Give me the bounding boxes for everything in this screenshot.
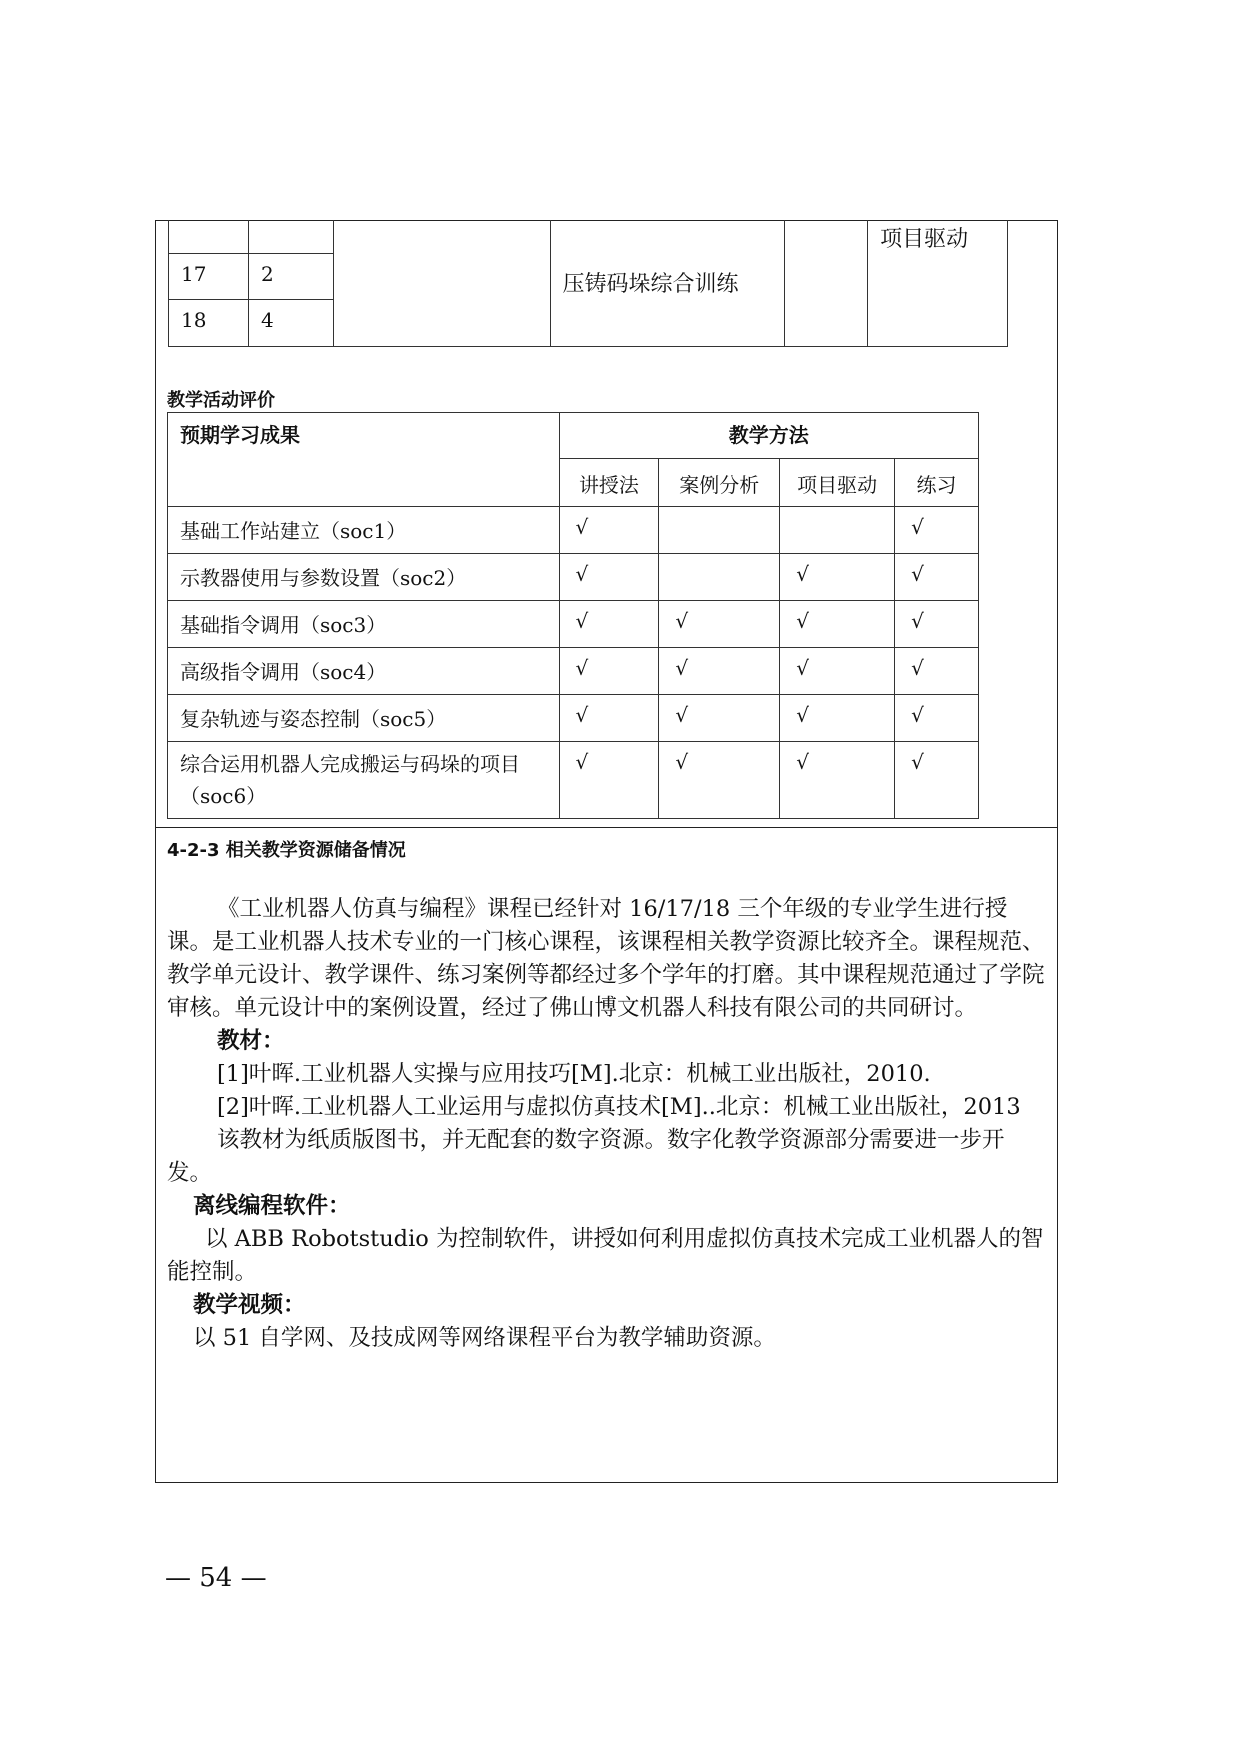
method-name: 案例分析	[659, 459, 780, 507]
check-cell	[659, 507, 780, 554]
video-label: 教学视频：	[193, 1292, 306, 1318]
table-row	[168, 742, 979, 819]
check-cell: √	[895, 554, 979, 601]
check-cell: √	[780, 742, 895, 819]
hours-cell: 2	[248, 253, 333, 299]
check-cell: √	[659, 695, 780, 742]
table-row	[168, 695, 979, 742]
outcome-header: 预期学习成果	[168, 413, 560, 507]
outcome-cell: 复杂轨迹与姿态控制（soc5）	[168, 695, 560, 742]
check-cell: √	[780, 601, 895, 648]
check-cell: √	[559, 648, 659, 695]
check-cell: √	[659, 601, 780, 648]
method-cell	[868, 220, 1008, 346]
table-row	[168, 648, 979, 695]
textbook-1: [1]叶晖.工业机器人实操与应用技巧[M].北京：机械工业出版社，2010.	[217, 1061, 931, 1087]
hours-cell	[248, 220, 333, 253]
video-text: 以 51 自学网、及技成网等网络课程平台为教学辅助资源。	[193, 1325, 776, 1351]
check-cell: √	[659, 648, 780, 695]
method-name: 讲授法	[559, 459, 659, 507]
check-cell: √	[559, 554, 659, 601]
eval-section-title: 教学活动评价	[167, 390, 275, 411]
method-name: 练习	[895, 459, 979, 507]
check-cell	[659, 554, 780, 601]
textbook-label: 教材：	[217, 1028, 285, 1054]
week-cell: 18	[169, 299, 249, 346]
evaluation-table	[167, 412, 979, 819]
outcome-cell: 示教器使用与参数设置（soc2）	[168, 554, 560, 601]
content-cell	[550, 220, 785, 346]
resources-section-title: 4-2-3 相关教学资源储备情况	[167, 840, 406, 861]
schedule-table	[168, 220, 1008, 347]
method-name: 项目驱动	[780, 459, 895, 507]
table-row	[168, 554, 979, 601]
week-cell	[169, 220, 249, 253]
outcome-cell: 高级指令调用（soc4）	[168, 648, 560, 695]
section-divider	[155, 827, 1058, 828]
page-number: — 54 —	[165, 1563, 267, 1593]
check-cell: √	[659, 742, 780, 819]
check-cell: √	[895, 742, 979, 819]
outcome-cell: 综合运用机器人完成搬运与码垛的项目（soc6）	[168, 742, 560, 819]
table-row	[168, 601, 979, 648]
content-text: 压铸码垛综合训练	[562, 272, 739, 298]
check-cell: √	[559, 695, 659, 742]
outcome-cell: 基础指令调用（soc3）	[168, 601, 560, 648]
check-cell: √	[895, 507, 979, 554]
check-cell: √	[559, 742, 659, 819]
resources-body	[167, 893, 1045, 1355]
empty-cell	[333, 220, 550, 346]
table-row	[168, 507, 979, 554]
check-cell	[780, 507, 895, 554]
outcome-cell: 基础工作站建立（soc1）	[168, 507, 560, 554]
empty-cell-2	[785, 220, 868, 346]
textbook-2: [2]叶晖.工业机器人工业运用与虚拟仿真技术[M]..北京：机械工业出版社，2013	[217, 1094, 1021, 1120]
method-text: 项目驱动	[880, 227, 969, 252]
software-text: 以 ABB Robotstudio 为控制软件，讲授如何利用虚拟仿真技术完成工业机器人的智能控制。	[167, 1226, 1044, 1285]
textbook-note: 该教材为纸质版图书，并无配套的数字资源。数字化教学资源部分需要进一步开发。	[167, 1127, 1005, 1186]
check-cell: √	[559, 601, 659, 648]
methods-header: 教学方法	[559, 413, 979, 459]
check-cell: √	[895, 648, 979, 695]
week-cell: 17	[169, 253, 249, 299]
intro-paragraph: 《工业机器人仿真与编程》课程已经针对 16/17/18 三个年级的专业学生进行授课。是工业机器人技术专业的一门核心课程，该课程相关教学资源比较齐全。课程规范、教学单元设计、教学课件、练习案例等都经过多个学年的打磨。其中课程规范通过了学院审核。单元设计中的案例设置，经过了佛山博文机器人科技有限公司的共同研讨。	[167, 896, 1045, 1021]
check-cell: √	[780, 695, 895, 742]
check-cell: √	[895, 695, 979, 742]
check-cell: √	[559, 507, 659, 554]
check-cell: √	[895, 601, 979, 648]
software-label: 离线编程软件：	[193, 1193, 351, 1219]
hours-cell: 4	[248, 299, 333, 346]
check-cell: √	[780, 554, 895, 601]
check-cell: √	[780, 648, 895, 695]
